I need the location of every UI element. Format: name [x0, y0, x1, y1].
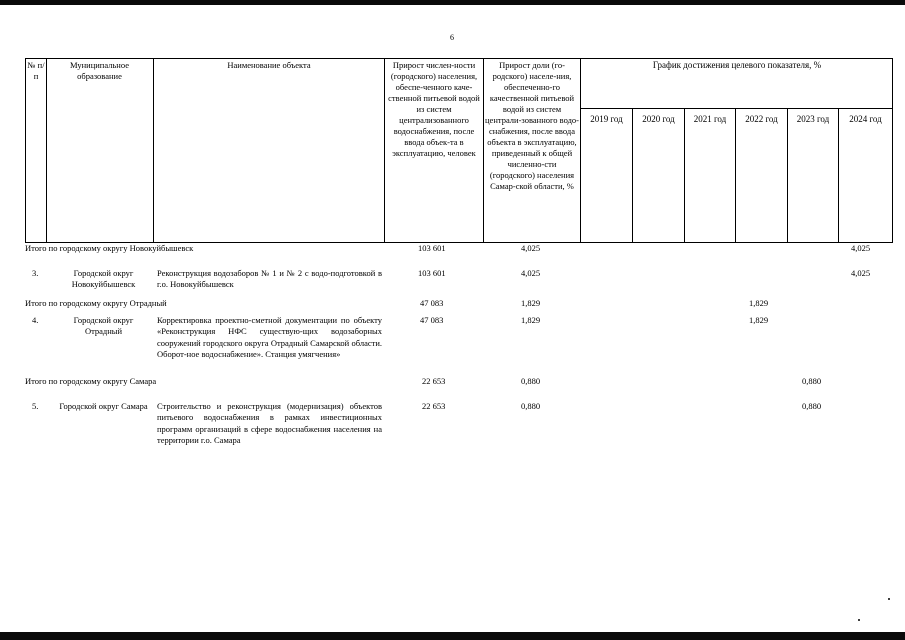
total-population: 47 083	[420, 298, 444, 308]
header-year-2023: 2023 год	[796, 114, 830, 124]
row-share: 1,829	[521, 315, 541, 325]
total-share: 1,829	[521, 298, 541, 308]
scan-top-edge	[0, 0, 905, 5]
scan-speck	[858, 619, 860, 621]
grid-line	[787, 108, 788, 243]
total-year-2024: 4,025	[851, 243, 871, 253]
header-year-2024: 2024 год	[849, 114, 882, 124]
row-number: 3.	[32, 268, 39, 278]
total-label: Итого по городскому округу Самара	[25, 376, 157, 386]
grid-line	[483, 58, 484, 243]
header-year-2019: 2019 год	[590, 114, 623, 124]
header-year-2020: 2020 год	[642, 114, 675, 124]
row-number: 4.	[32, 315, 39, 325]
row-year-2023: 0,880	[802, 401, 822, 411]
header-share-growth: Прирост доли (го-родского) населе-ния, обеспеченно-го качественной питьевой водой из систем централи-зованного водо-снабжения, после ввода объекта в эксплуатацию, приведенный к общей численно-сти (городского) населения Самар-ской области, %	[485, 60, 580, 191]
total-label: Итого по городскому округу Отрадный	[25, 298, 167, 308]
row-year-2024: 4,025	[851, 268, 871, 278]
grid-line	[46, 58, 47, 243]
header-year-2021: 2021 год	[693, 114, 727, 124]
row-population: 47 083	[420, 315, 444, 325]
grid-line	[735, 108, 736, 243]
row-municipality: Городской округ Самара	[59, 401, 148, 411]
grid-line	[153, 58, 154, 243]
header-schedule: График достижения целевого показателя, %	[652, 60, 822, 70]
row-object-name: Строительство и реконструкция (модернизация) объектов питьевого водоснабжения в рамках инвестиционных программ организаций в сфере водоснабжения населения на территории г.о. Самара	[157, 401, 382, 446]
row-object-name: Реконструкция водозаборов № 1 и № 2 с водо-подготовкой в г.о. Новокуйбышевск	[157, 268, 382, 290]
header-municipality: Муниципальное образование	[70, 60, 129, 81]
row-municipality: Городской округ Новокуйбышевск	[71, 268, 136, 290]
row-municipality: Городской округ Отрадный	[73, 315, 134, 337]
total-share: 4,025	[521, 243, 541, 253]
row-population: 103 601	[418, 268, 446, 278]
total-population: 103 601	[418, 243, 446, 253]
header-number: № п/п	[27, 60, 45, 81]
grid-line	[580, 58, 581, 243]
row-number: 5.	[32, 401, 39, 411]
total-share: 0,880	[521, 376, 541, 386]
header-year-2022: 2022 год	[745, 114, 778, 124]
total-year-2023: 0,880	[802, 376, 822, 386]
row-share: 4,025	[521, 268, 541, 278]
scan-bottom-edge	[0, 632, 905, 640]
grid-line	[632, 108, 633, 243]
grid-line	[384, 58, 385, 243]
grid-line	[892, 58, 893, 243]
row-year-2022: 1,829	[749, 315, 769, 325]
row-share: 0,880	[521, 401, 541, 411]
header-object-name: Наименование объекта	[227, 60, 311, 70]
grid-line	[838, 108, 839, 243]
grid-line	[25, 58, 26, 243]
table-top-border	[25, 58, 893, 59]
page-number: 6	[450, 33, 454, 42]
header-population-growth: Прирост числен-ности (городского) населения, обеспе-ченного каче-ственной питьевой водой из систем централизованного водоснабжения, после ввода объек-та в эксплуатацию, человек	[388, 60, 480, 158]
grid-line	[684, 108, 685, 243]
total-population: 22 653	[422, 376, 446, 386]
row-object-name: Корректировка проектно-сметной документации по объекту «Реконструкция НФС существую-щих водозаборных сооружений городского округа Отрадный Самарской области. Оборот-ное водоснабжение». Станция умягчения»	[157, 315, 382, 360]
total-year-2022: 1,829	[749, 298, 769, 308]
row-population: 22 653	[422, 401, 446, 411]
scan-speck	[888, 598, 890, 600]
total-label: Итого по городскому округу Новокуйбышевск	[25, 243, 194, 253]
schedule-subheader-line	[580, 108, 893, 109]
